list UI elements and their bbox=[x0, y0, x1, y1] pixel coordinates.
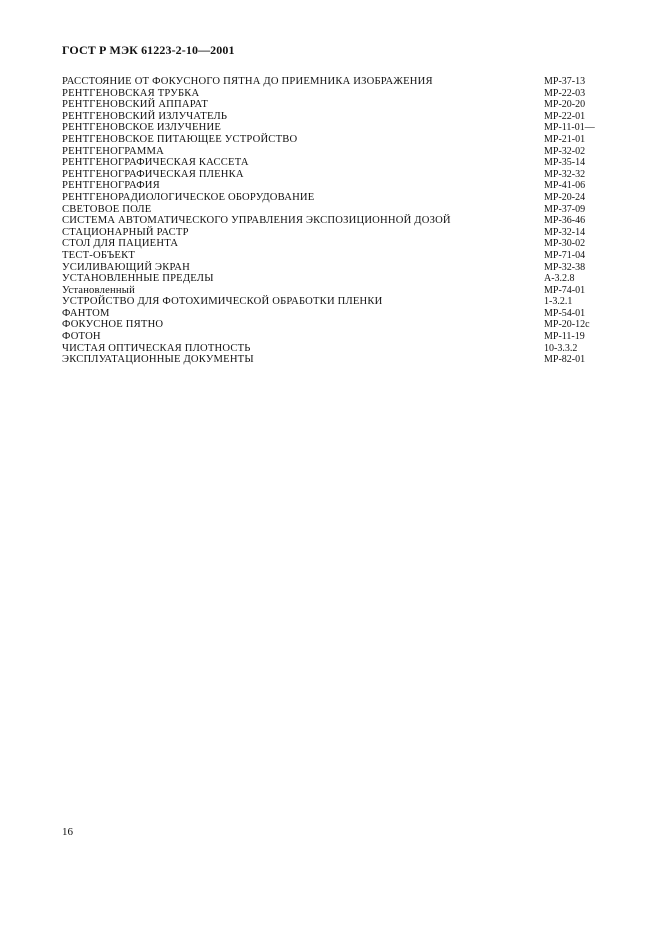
index-row bbox=[62, 273, 602, 285]
index-reference: МР-20-12с bbox=[544, 319, 590, 331]
index-reference: МР-20-24 bbox=[544, 191, 586, 203]
index-reference: МР-22-01 bbox=[544, 110, 586, 122]
index-reference: МР-74-01 bbox=[544, 284, 586, 296]
index-row bbox=[62, 204, 602, 216]
index-row bbox=[62, 157, 602, 169]
index-term: СИСТЕМА АВТОМАТИЧЕСКОГО УПРАВЛЕНИЯ ЭКСПОЗИЦИОННОЙ ДОЗОЙ bbox=[62, 215, 451, 227]
index-term: РЕНТГЕНОГРАФИЧЕСКАЯ КАССЕТА bbox=[62, 157, 249, 169]
index-term: УСИЛИВАЮЩИЙ ЭКРАН bbox=[62, 261, 190, 273]
index-term: ФАНТОМ bbox=[62, 307, 110, 319]
index-row bbox=[62, 308, 602, 320]
index-reference: МР-21-01 bbox=[544, 133, 586, 145]
index-reference: МР-20-20 bbox=[544, 99, 586, 111]
index-reference: МР-30-02 bbox=[544, 238, 586, 250]
index-row bbox=[62, 111, 602, 123]
index-reference: МР-37-13 bbox=[544, 76, 586, 87]
index-reference: МР-32-02 bbox=[544, 145, 586, 157]
index-row bbox=[62, 76, 602, 88]
index-reference: МР-32-38 bbox=[544, 261, 586, 273]
index-reference: 10-3.3.2 bbox=[544, 342, 578, 354]
index-term: ТЕСТ-ОБЪЕКТ bbox=[62, 249, 136, 261]
index-reference: МР-82-01 bbox=[544, 354, 586, 366]
index-term: РЕНТГЕНОВСКАЯ ТРУБКА bbox=[62, 87, 200, 99]
index-row bbox=[62, 354, 602, 366]
index-row bbox=[62, 88, 602, 100]
index-term: УСТРОЙСТВО ДЛЯ ФОТОХИМИЧЕСКОЙ ОБРАБОТКИ ПЛЕНКИ bbox=[62, 296, 383, 308]
index-row bbox=[62, 285, 602, 297]
index-row bbox=[62, 296, 602, 308]
index-reference: МР-22-03 bbox=[544, 87, 586, 99]
index-term: СТОЛ ДЛЯ ПАЦИЕНТА bbox=[62, 238, 179, 250]
index-term: РЕНТГЕНОВСКОЕ ИЗЛУЧЕНИЕ bbox=[62, 122, 221, 134]
index-term: Установленный bbox=[62, 284, 135, 296]
index-reference: МР-37-09 bbox=[544, 203, 586, 215]
index-row bbox=[62, 122, 602, 134]
index-reference: МР-35-14 bbox=[544, 157, 586, 169]
index-reference: МР-11-01— bbox=[544, 122, 595, 134]
index-term: РЕНТГЕНОВСКИЙ АППАРАТ bbox=[62, 99, 209, 111]
index-term: ФОТОН bbox=[62, 331, 101, 343]
index-row bbox=[62, 146, 602, 158]
index-term: РЕНТГЕНОВСКИЙ ИЗЛУЧАТЕЛЬ bbox=[62, 110, 228, 122]
index-reference: МР-36-46 bbox=[544, 215, 586, 227]
index-reference: МР-11-19 bbox=[544, 331, 585, 343]
index-row bbox=[62, 343, 602, 355]
index-row bbox=[62, 215, 602, 227]
index-term: РЕНТГЕНОРАДИОЛОГИЧЕСКОЕ ОБОРУДОВАНИЕ bbox=[62, 191, 315, 203]
index-reference: МР-71-04 bbox=[544, 249, 586, 261]
index-row bbox=[62, 99, 602, 111]
index-term: РЕНТГЕНОГРАММА bbox=[62, 145, 164, 157]
term-index-list bbox=[62, 76, 602, 366]
index-term: СТАЦИОНАРНЫЙ РАСТР bbox=[62, 226, 189, 238]
index-row bbox=[62, 238, 602, 250]
index-reference: А-3.2.8 bbox=[544, 273, 575, 285]
index-row bbox=[62, 134, 602, 146]
index-term: РЕНТГЕНОВСКОЕ ПИТАЮЩЕЕ УСТРОЙСТВО bbox=[62, 133, 298, 145]
index-reference: МР-32-14 bbox=[544, 226, 586, 238]
index-term: УСТАНОВЛЕННЫЕ ПРЕДЕЛЫ bbox=[62, 273, 214, 285]
index-reference: МР-41-06 bbox=[544, 180, 586, 192]
index-term: РЕНТГЕНОГРАФИЯ bbox=[62, 180, 160, 192]
index-row bbox=[62, 169, 602, 181]
index-term: РЕНТГЕНОГРАФИЧЕСКАЯ ПЛЕНКА bbox=[62, 168, 244, 180]
index-reference: 1-3.2.1 bbox=[544, 296, 573, 308]
index-row bbox=[62, 250, 602, 262]
index-term: ФОКУСНОЕ ПЯТНО bbox=[62, 319, 164, 331]
document-header: ГОСТ Р МЭК 61223-2-10—2001 bbox=[62, 43, 235, 57]
index-reference: МР-54-01 bbox=[544, 307, 586, 319]
index-row bbox=[62, 180, 602, 192]
index-row bbox=[62, 331, 602, 343]
index-row bbox=[62, 262, 602, 274]
page-number: 16 bbox=[62, 826, 73, 838]
index-term: ЭКСПЛУАТАЦИОННЫЕ ДОКУМЕНТЫ bbox=[62, 354, 254, 366]
index-term: ЧИСТАЯ ОПТИЧЕСКАЯ ПЛОТНОСТЬ bbox=[62, 342, 251, 354]
index-row bbox=[62, 319, 602, 331]
index-row bbox=[62, 227, 602, 239]
index-term: СВЕТОВОЕ ПОЛЕ bbox=[62, 203, 152, 215]
index-term: РАССТОЯНИЕ ОТ ФОКУСНОГО ПЯТНА ДО ПРИЕМНИКА ИЗОБРАЖЕНИЯ bbox=[62, 76, 433, 87]
index-reference: МР-32-32 bbox=[544, 168, 586, 180]
index-row bbox=[62, 192, 602, 204]
